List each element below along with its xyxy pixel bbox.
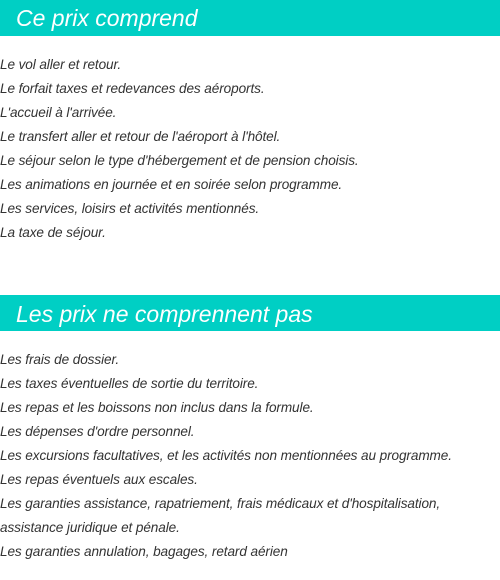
- excluded-item: Les excursions facultatives, et les activités non mentionnées au programme.: [0, 448, 452, 463]
- excluded-list: [0, 348, 500, 564]
- included-item: Le séjour selon le type d'hébergement et de pension choisis.: [0, 153, 359, 168]
- included-item: L'accueil à l'arrivée.: [0, 105, 117, 120]
- included-list: [0, 53, 500, 245]
- included-item: Le vol aller et retour.: [0, 57, 122, 72]
- excluded-item: Les frais de dossier.: [0, 352, 120, 367]
- excluded-item: Les garanties annulation, bagages, retard aérien: [0, 544, 288, 559]
- included-item: La taxe de séjour.: [0, 225, 106, 240]
- included-item: Les animations en journée et en soirée selon programme.: [0, 177, 343, 192]
- excluded-item: Les repas éventuels aux escales.: [0, 472, 198, 487]
- excluded-item: assistance juridique et pénale.: [0, 520, 180, 535]
- excluded-item: Les taxes éventuelles de sortie du territoire.: [0, 376, 259, 391]
- included-section-title: Ce prix comprend: [0, 0, 500, 36]
- included-item: Le forfait taxes et redevances des aéroports.: [0, 81, 265, 96]
- excluded-section-title: Les prix ne comprennent pas: [0, 295, 500, 331]
- excluded-item: Les garanties assistance, rapatriement, frais médicaux et d'hospitalisation,: [0, 496, 441, 511]
- included-item: Le transfert aller et retour de l'aéroport à l'hôtel.: [0, 129, 281, 144]
- excluded-item: Les dépenses d'ordre personnel.: [0, 424, 195, 439]
- excluded-item: Les repas et les boissons non inclus dans la formule.: [0, 400, 314, 415]
- included-item: Les services, loisirs et activités mentionnés.: [0, 201, 260, 216]
